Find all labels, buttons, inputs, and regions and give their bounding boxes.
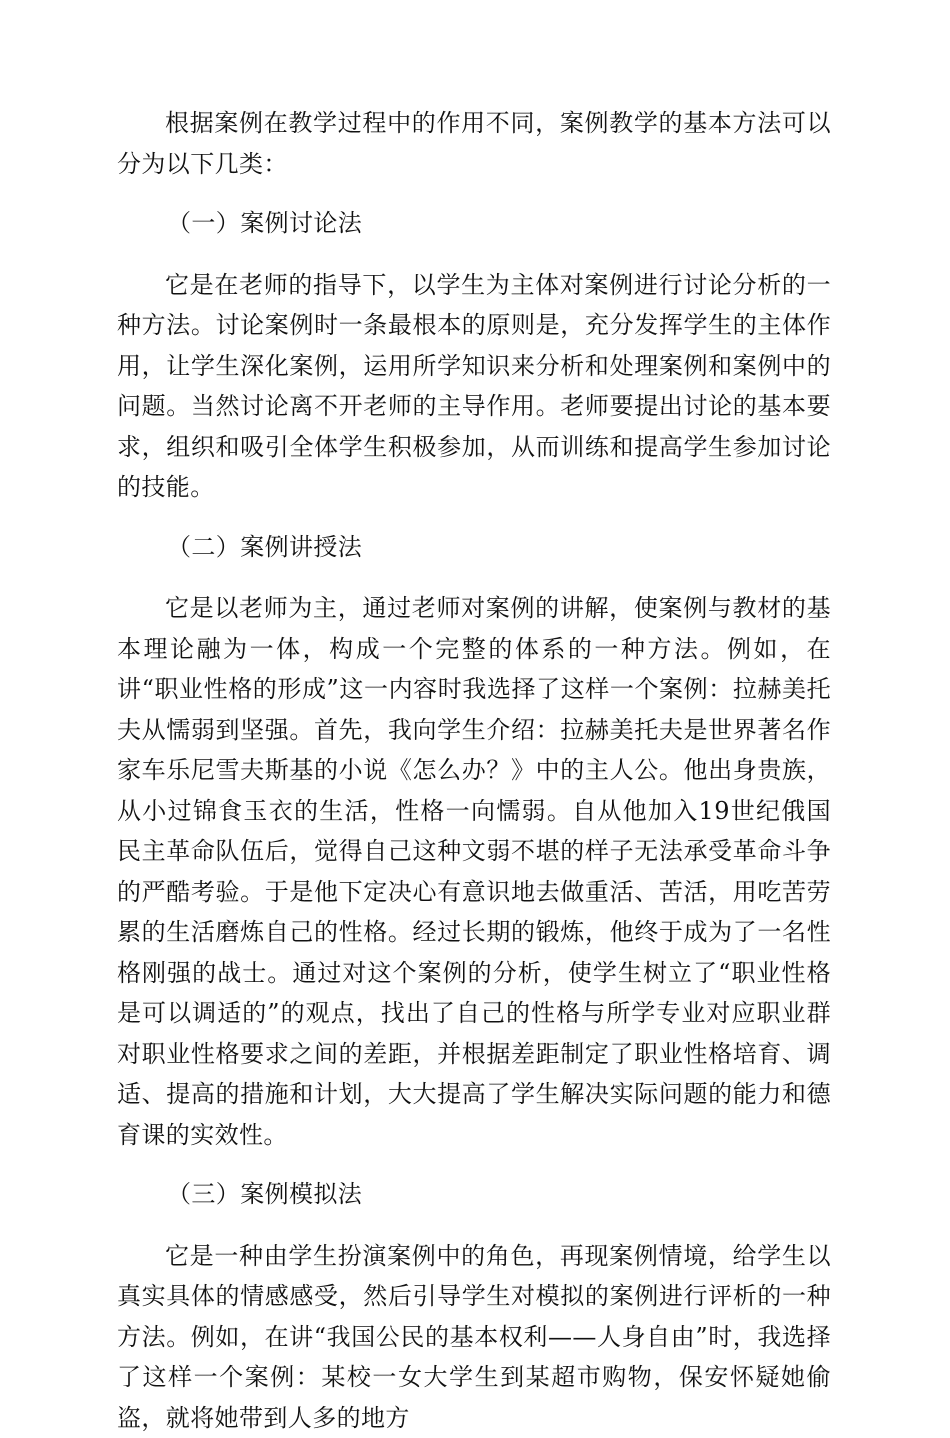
section-body-3: 它是一种由学生扮演案例中的角色，再现案例情境，给学生以真实具体的情感感受，然后引导学生对模拟的案例进行评析的一种方法。例如，在讲“我国公民的基本权利——人身自由”时，我选择了这样一个案例：某校一女大学生到某超市购物，保安怀疑她偷盗，就将她带到人多的地方 xyxy=(117,1236,831,1438)
spacer xyxy=(117,1155,831,1174)
section-heading-2: （二）案例讲授法 xyxy=(117,527,831,568)
section-heading-1: （一）案例讨论法 xyxy=(117,203,831,244)
spacer xyxy=(117,184,831,203)
section-body-1: 它是在老师的指导下，以学生为主体对案例进行讨论分析的一种方法。讨论案例时一条最根本的原则是，充分发挥学生的主体作用，让学生深化案例，运用所学知识来分析和处理案例和案例中的问题。当然讨论离不开老师的主导作用。老师要提出讨论的基本要求，组织和吸引全体学生积极参加，从而训练和提高学生参加讨论的技能。 xyxy=(117,265,831,508)
section-body-2: 它是以老师为主，通过老师对案例的讲解，使案例与教材的基本理论融为一体，构成一个完整的体系的一种方法。例如，在讲“职业性格的形成”这一内容时我选择了这样一个案例：拉赫美托夫从懦弱到坚强。首先，我向学生介绍：拉赫美托夫是世界著名作家车乐尼雪夫斯基的小说《怎么办？》中的主人公。他出身贵族，从小过锦食玉衣的生活，性格一向懦弱。自从他加入19世纪俄国民主革命队伍后，觉得自己这种文弱不堪的样子无法承受革命斗争的严酷考验。于是他下定决心有意识地去做重活、苦活，用吃苦劳累的生活磨炼自己的性格。经过长期的锻炼，他终于成为了一名性格刚强的战士。通过对这个案例的分析，使学生树立了“职业性格是可以调适的”的观点，找出了自己的性格与所学专业对应职业群对职业性格要求之间的差距，并根据差距制定了职业性格培育、调适、提高的措施和计划，大大提高了学生解决实际问题的能力和德育课的实效性。 xyxy=(117,588,831,1155)
section-heading-3: （三）案例模拟法 xyxy=(117,1174,831,1215)
spacer xyxy=(117,244,831,265)
spacer xyxy=(117,567,831,588)
document-body xyxy=(117,103,831,1438)
intro-paragraph: 根据案例在教学过程中的作用不同，案例教学的基本方法可以分为以下几类： xyxy=(117,103,831,184)
spacer xyxy=(117,508,831,527)
spacer xyxy=(117,1215,831,1236)
